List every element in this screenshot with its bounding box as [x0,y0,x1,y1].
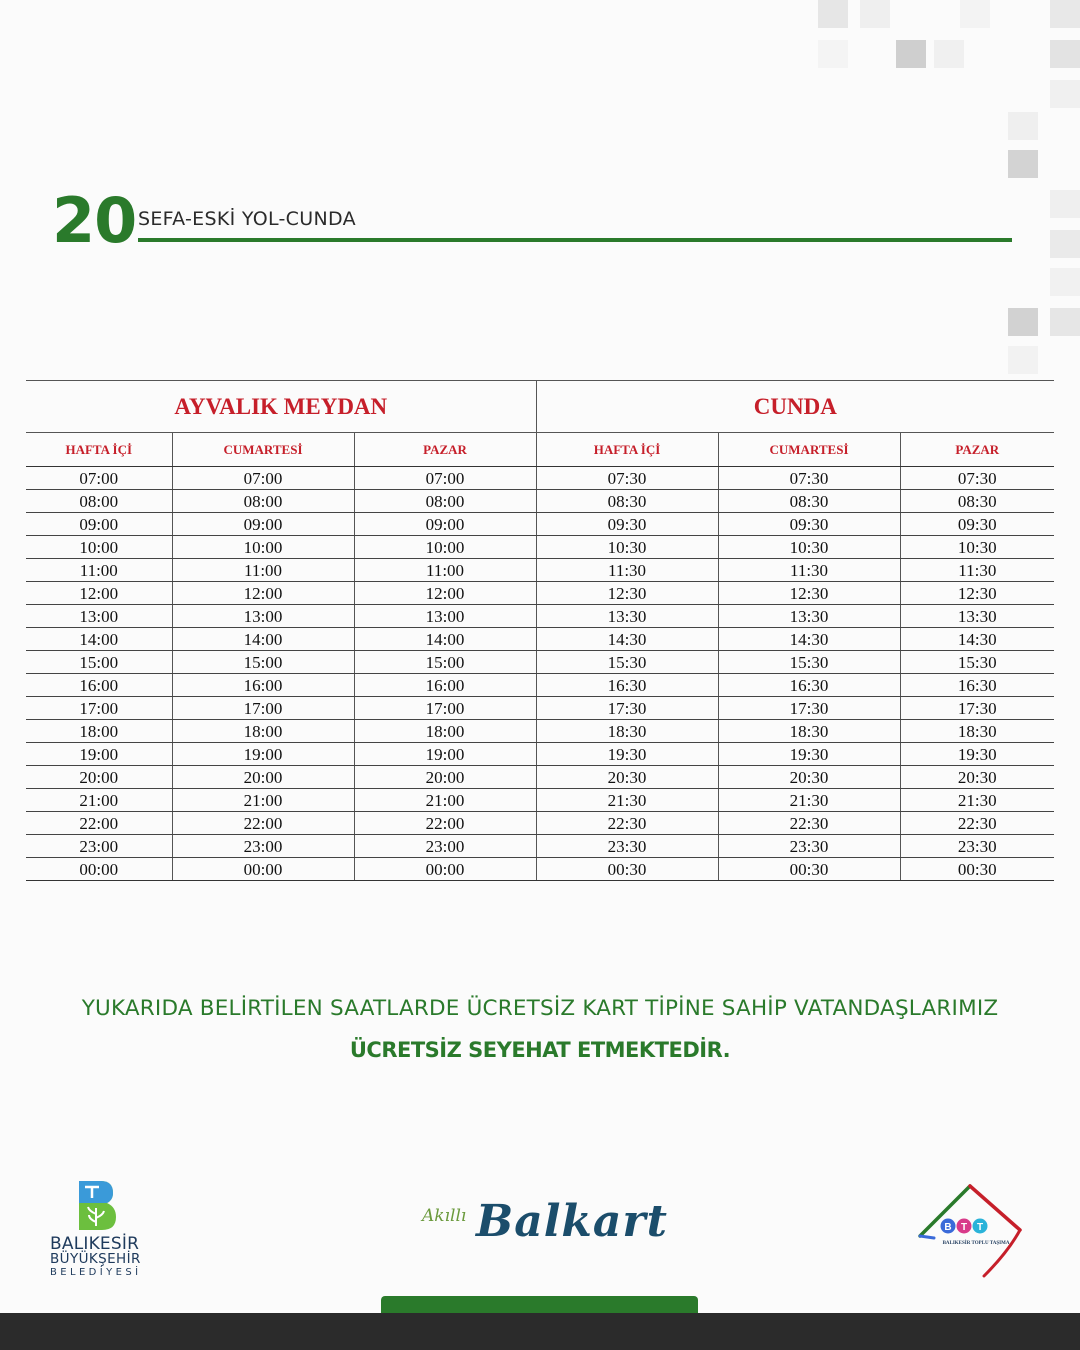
stop-header-ayvalik: AYVALIK MEYDAN [26,381,536,433]
time-cell: 20:30 [718,766,900,789]
time-cell: 13:00 [26,605,172,628]
time-cell: 12:30 [900,582,1054,605]
time-cell: 16:00 [354,674,536,697]
day-header: HAFTA İÇİ [26,433,172,467]
time-cell: 08:00 [26,490,172,513]
time-cell: 07:00 [354,467,536,490]
timetable-body [26,467,1054,881]
time-cell: 00:00 [354,858,536,881]
time-cell: 15:00 [26,651,172,674]
time-cell: 21:30 [718,789,900,812]
btt-letter-b: B [944,1222,952,1233]
time-cell: 13:00 [354,605,536,628]
time-cell: 20:30 [900,766,1054,789]
time-cell: 13:30 [718,605,900,628]
time-cell: 08:30 [900,490,1054,513]
time-cell: 19:00 [26,743,172,766]
municipality-name-line-1: BALIKESİR [50,1234,140,1254]
time-cell: 18:30 [718,720,900,743]
time-cell: 15:00 [172,651,354,674]
table-row [26,559,1054,582]
timetable [26,380,1054,881]
time-cell: 10:00 [26,536,172,559]
time-cell: 14:30 [718,628,900,651]
time-cell: 15:00 [354,651,536,674]
time-cell: 00:30 [536,858,718,881]
btt-roof-icon [912,1180,1028,1280]
time-cell: 18:30 [536,720,718,743]
bottom-bar [0,1313,1080,1350]
time-cell: 09:30 [536,513,718,536]
table-row [26,467,1054,490]
time-cell: 12:00 [354,582,536,605]
route-name: SEFA-ESKİ YOL-CUNDA [138,208,356,230]
time-cell: 07:30 [718,467,900,490]
municipality-b-icon [77,1180,117,1230]
time-cell: 00:30 [718,858,900,881]
time-cell: 10:00 [172,536,354,559]
time-cell: 20:00 [172,766,354,789]
day-header: PAZAR [354,433,536,467]
time-cell: 17:00 [26,697,172,720]
table-row [26,536,1054,559]
time-cell: 00:00 [26,858,172,881]
table-row [26,605,1054,628]
table-row [26,674,1054,697]
day-header-row [26,433,1054,467]
table-row [26,835,1054,858]
time-cell: 23:30 [718,835,900,858]
time-cell: 18:00 [26,720,172,743]
time-cell: 22:00 [354,812,536,835]
notice-line-1: YUKARIDA BELİRTİLEN SAATLARDE ÜCRETSİZ KART TİPİNE SAHİP VATANDAŞLARIMIZ [81,996,999,1021]
time-cell: 13:30 [900,605,1054,628]
time-cell: 22:30 [536,812,718,835]
time-cell: 16:30 [900,674,1054,697]
municipality-name-line-3: BELEDİYESİ [50,1267,142,1278]
time-cell: 08:30 [718,490,900,513]
time-cell: 19:00 [172,743,354,766]
time-cell: 11:00 [26,559,172,582]
btt-letter-t1: T [960,1222,968,1233]
time-cell: 00:00 [172,858,354,881]
balkart-name: Balkart [476,1196,668,1247]
municipality-name-line-2: BÜYÜKŞEHİR [50,1251,141,1267]
time-cell: 23:00 [354,835,536,858]
time-cell: 22:00 [26,812,172,835]
time-cell: 10:00 [354,536,536,559]
time-cell: 20:00 [354,766,536,789]
time-cell: 07:00 [172,467,354,490]
table-row [26,858,1054,881]
time-cell: 22:30 [900,812,1054,835]
time-cell: 17:00 [354,697,536,720]
time-cell: 12:00 [172,582,354,605]
time-cell: 11:30 [718,559,900,582]
stops-header-row [26,381,1054,433]
time-cell: 19:30 [536,743,718,766]
time-cell: 08:00 [354,490,536,513]
time-cell: 09:30 [718,513,900,536]
time-cell: 10:30 [900,536,1054,559]
day-header: CUMARTESİ [718,433,900,467]
time-cell: 14:00 [172,628,354,651]
municipality-logo [50,1180,150,1279]
table-row [26,812,1054,835]
table-row [26,720,1054,743]
time-cell: 21:00 [354,789,536,812]
table-row [26,697,1054,720]
time-cell: 17:00 [172,697,354,720]
table-row [26,490,1054,513]
time-cell: 07:30 [536,467,718,490]
day-header: PAZAR [900,433,1054,467]
time-cell: 09:30 [900,513,1054,536]
notice-line-2: ÜCRETSİZ SEYEHAT ETMEKTEDİR. [349,1038,731,1062]
time-cell: 09:00 [172,513,354,536]
time-cell: 11:30 [536,559,718,582]
time-cell: 22:00 [172,812,354,835]
time-cell: 08:00 [172,490,354,513]
time-cell: 14:30 [536,628,718,651]
stop-header-cunda: CUNDA [536,381,1054,433]
table-row [26,513,1054,536]
time-cell: 19:30 [718,743,900,766]
route-number: 20 [52,184,137,257]
time-cell: 14:00 [354,628,536,651]
decorative-squares [810,0,1080,380]
table-row [26,789,1054,812]
balkart-prefix: Akıllı [422,1206,467,1226]
time-cell: 14:30 [900,628,1054,651]
time-cell: 15:30 [536,651,718,674]
time-cell: 13:30 [536,605,718,628]
time-cell: 10:30 [718,536,900,559]
time-cell: 18:00 [172,720,354,743]
time-cell: 19:00 [354,743,536,766]
balkart-logo [418,1196,668,1266]
table-row [26,766,1054,789]
time-cell: 23:30 [536,835,718,858]
time-cell: 12:30 [536,582,718,605]
time-cell: 21:00 [26,789,172,812]
time-cell: 20:30 [536,766,718,789]
time-cell: 18:00 [354,720,536,743]
time-cell: 23:00 [172,835,354,858]
route-underline [138,238,1012,242]
time-cell: 15:30 [718,651,900,674]
btt-subtitle: BALIKESİR TOPLU TAŞIMA [942,1241,1010,1246]
day-header: CUMARTESİ [172,433,354,467]
time-cell: 13:00 [172,605,354,628]
table-row [26,628,1054,651]
time-cell: 21:30 [536,789,718,812]
time-cell: 00:30 [900,858,1054,881]
time-cell: 17:30 [536,697,718,720]
time-cell: 07:00 [26,467,172,490]
time-cell: 14:00 [26,628,172,651]
time-cell: 09:00 [26,513,172,536]
day-header: HAFTA İÇİ [536,433,718,467]
time-cell: 20:00 [26,766,172,789]
time-cell: 16:30 [718,674,900,697]
time-cell: 08:30 [536,490,718,513]
time-cell: 10:30 [536,536,718,559]
table-row [26,651,1054,674]
time-cell: 15:30 [900,651,1054,674]
time-cell: 21:30 [900,789,1054,812]
time-cell: 21:00 [172,789,354,812]
time-cell: 17:30 [900,697,1054,720]
time-cell: 18:30 [900,720,1054,743]
time-cell: 19:30 [900,743,1054,766]
time-cell: 11:00 [354,559,536,582]
time-cell: 23:30 [900,835,1054,858]
time-cell: 12:30 [718,582,900,605]
time-cell: 07:30 [900,467,1054,490]
time-cell: 11:00 [172,559,354,582]
btt-letter-t2: T [976,1222,984,1233]
time-cell: 22:30 [718,812,900,835]
time-cell: 16:30 [536,674,718,697]
table-row [26,582,1054,605]
time-cell: 23:00 [26,835,172,858]
time-cell: 11:30 [900,559,1054,582]
time-cell: 12:00 [26,582,172,605]
time-cell: 09:00 [354,513,536,536]
btt-logo [912,1180,1028,1280]
table-row [26,743,1054,766]
time-cell: 16:00 [172,674,354,697]
time-cell: 16:00 [26,674,172,697]
time-cell: 17:30 [718,697,900,720]
